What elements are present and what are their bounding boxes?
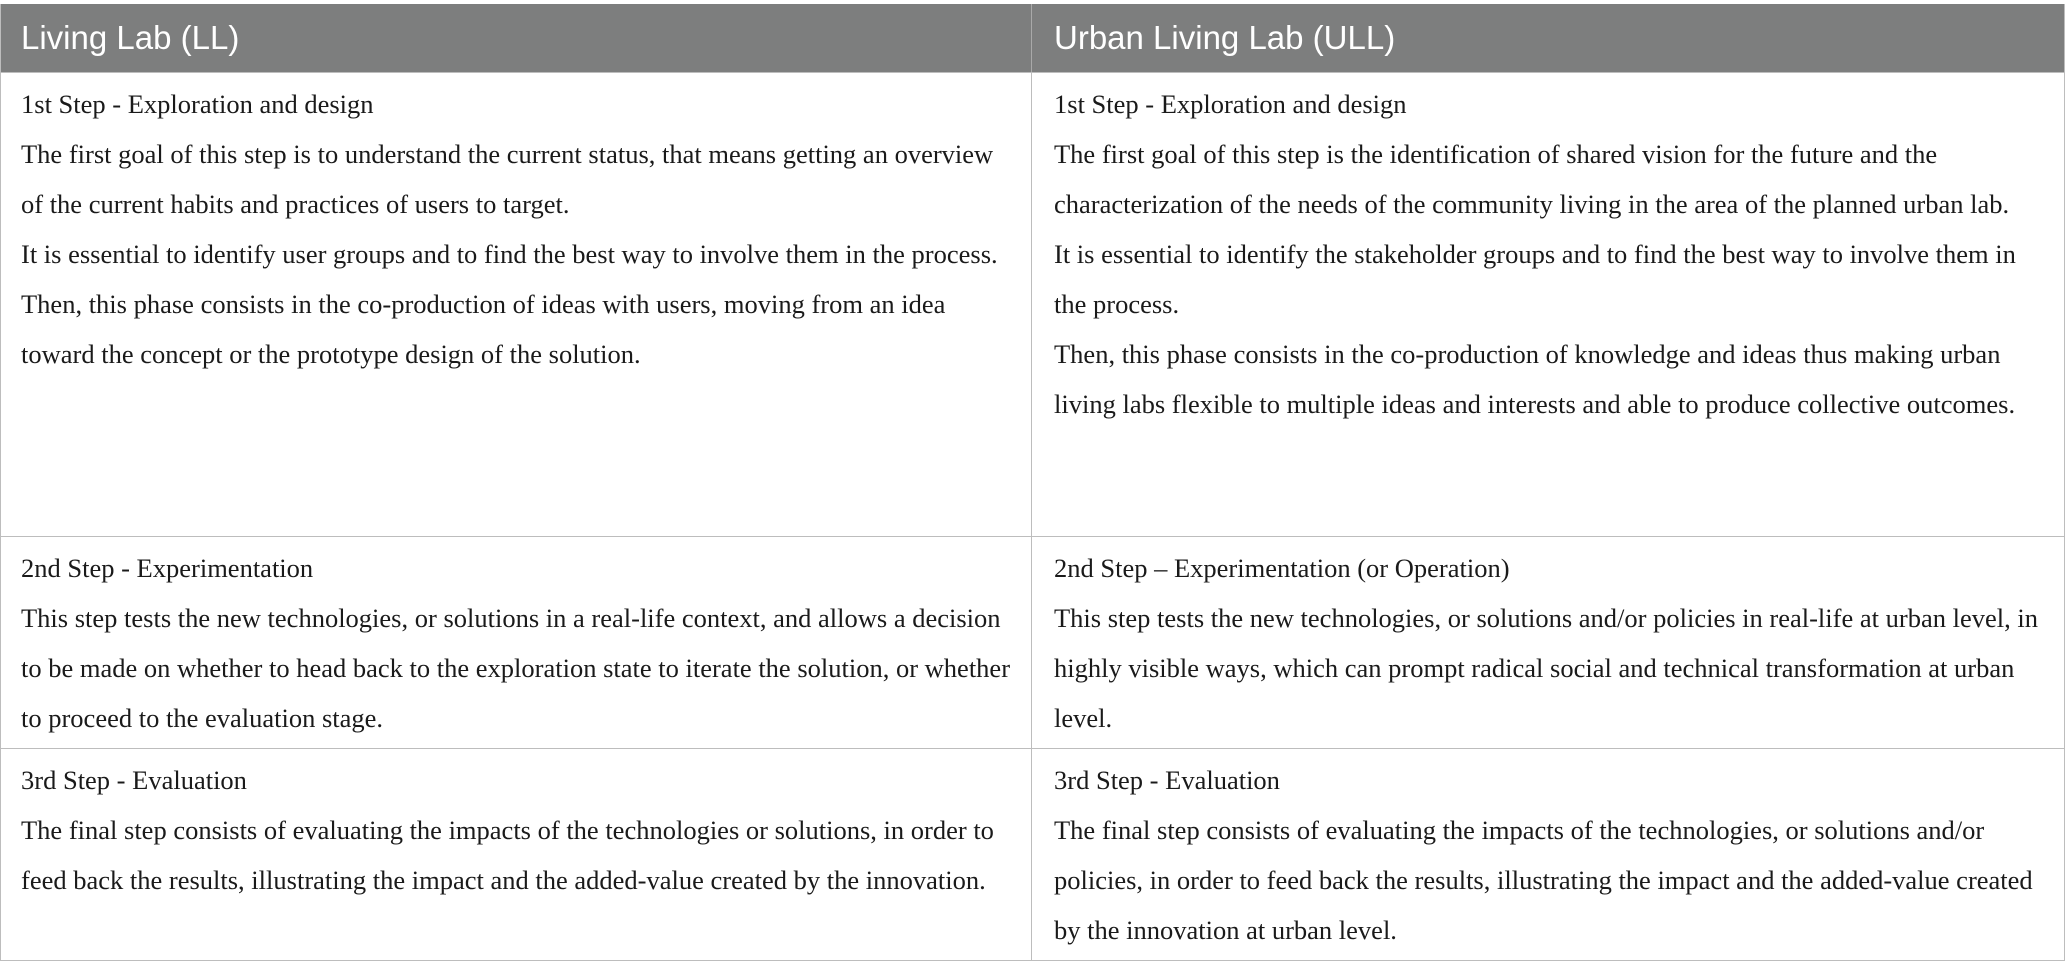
step-text: The final step consists of evaluating the impacts of the technologies or solutions, in order to feed back the results, illustrating the impact and the added-value created by the innovation. xyxy=(21,815,994,895)
step-text: This step tests the new technologies, or solutions and/or policies in real-life at urban level, in highly visible ways, which can prompt radical social and technical transformation at urban level. xyxy=(1054,603,2038,733)
step-text: Then, this phase consists in the co-production of ideas with users, moving from an idea toward the concept or the prototype design of the solution. xyxy=(21,289,946,369)
step-text: It is essential to identify user groups and to find the best way to involve them in the process. xyxy=(21,239,998,269)
step-text: The first goal of this step is the identification of shared vision for the future and the characterization of the needs of the community living in the area of the planned urban lab. xyxy=(1054,139,2010,219)
ll-cell-step1 xyxy=(1,73,1032,536)
step-text: This step tests the new technologies, or solutions in a real-life context, and allows a decision to be made on whether to head back to the exploration state to iterate the solution, or whether to proceed to the evaluation stage. xyxy=(21,603,1011,733)
ull-cell-step2 xyxy=(1032,537,2064,748)
ull-cell-step3 xyxy=(1032,749,2064,960)
step-text: The first goal of this step is to understand the current status, that means getting an overview of the current habits and practices of users to target. xyxy=(21,139,994,219)
table-row xyxy=(1,748,2064,960)
header-urban-living-lab: Urban Living Lab (ULL) xyxy=(1054,19,1396,56)
step-text: It is essential to identify the stakeholder groups and to find the best way to involve them in the process. xyxy=(1054,239,2016,319)
step-title: 1st Step - Exploration and design xyxy=(1054,89,1407,119)
step-title: 2nd Step – Experimentation (or Operation) xyxy=(1054,553,1510,583)
comparison-table xyxy=(0,4,2065,961)
step-title: 2nd Step - Experimentation xyxy=(21,553,314,583)
table-row xyxy=(1,536,2064,748)
ull-cell-step1 xyxy=(1032,73,2064,536)
step-title: 3rd Step - Evaluation xyxy=(1054,765,1280,795)
step-text: The final step consists of evaluating the impacts of the technologies, or solutions and/or policies, in order to feed back the results, illustrating the impact and the added-value created by the innovation at urban level. xyxy=(1054,815,2033,945)
step-text: Then, this phase consists in the co-production of knowledge and ideas thus making urban living labs flexible to multiple ideas and interests and able to produce collective outcomes. xyxy=(1054,339,2016,419)
ll-cell-step2 xyxy=(1,537,1032,748)
step-title: 1st Step - Exploration and design xyxy=(21,89,374,119)
ll-cell-step3 xyxy=(1,749,1032,960)
header-living-lab: Living Lab (LL) xyxy=(1,4,1032,72)
step-title: 3rd Step - Evaluation xyxy=(21,765,247,795)
table-row xyxy=(1,72,2064,536)
table-header-row xyxy=(1,4,2064,72)
